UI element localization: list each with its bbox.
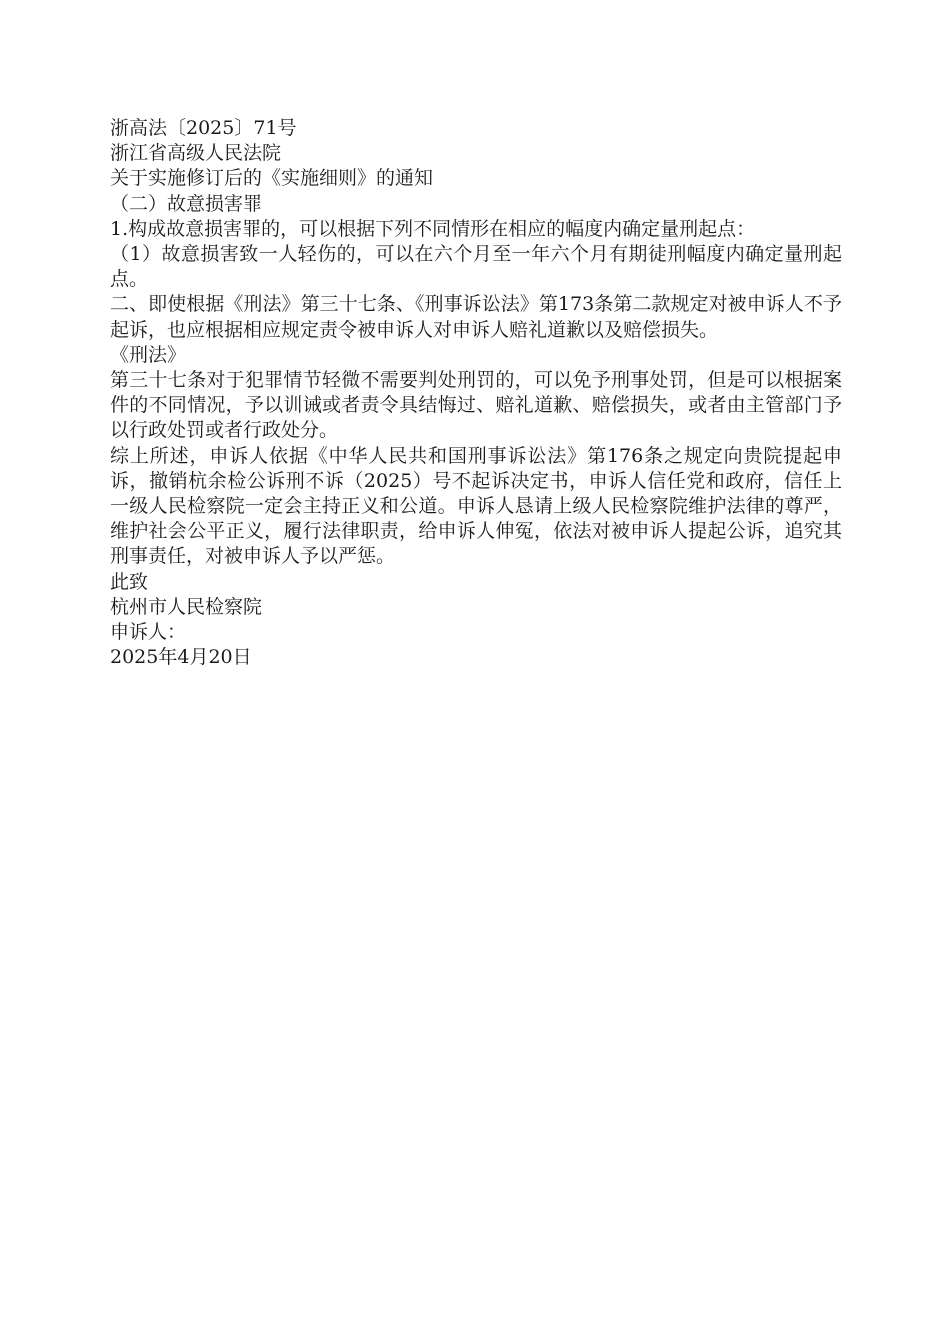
document-body bbox=[110, 116, 842, 670]
recipient: 杭州市人民检察院 bbox=[110, 595, 263, 618]
section-heading: （二）故意损害罪 bbox=[110, 192, 263, 215]
date: 2025年4月20日 bbox=[110, 646, 252, 669]
signature-label: 申诉人： bbox=[110, 621, 187, 644]
clause-1-1: （1）故意损害致一人轻伤的，可以在六个月至一年六个月有期徒刑幅度内确定量刑起点。 bbox=[110, 243, 842, 291]
article-37: 第三十七条对于犯罪情节轻微不需要判处刑罚的，可以免予刑事处罚，但是可以根据案件的不同情况，予以训诫或者责令具结悔过、赔礼道歉、赔偿损失，或者由主管部门予以行政处罚或者行政处分。 bbox=[110, 369, 842, 442]
clause-1: 1.构成故意损害罪的，可以根据下列不同情形在相应的幅度内确定量刑起点： bbox=[110, 217, 756, 240]
conclusion-paragraph: 综上所述，申诉人依据《中华人民共和国刑事诉讼法》第176条之规定向贵院提起申诉，撤销杭余检公诉刑不诉（2025）号不起诉决定书，申诉人信任党和政府，信任上一级人民检察院一定会主持正义和公道。申诉人恳请上级人民检察院维护法律的尊严，维护社会公平正义，履行法律职责，给申诉人伸冤，依法对被申诉人提起公诉，追究其刑事责任，对被申诉人予以严惩。 bbox=[110, 444, 842, 568]
notice-title: 关于实施修订后的《实施细则》的通知 bbox=[110, 167, 434, 190]
law-name: 《刑法》 bbox=[110, 343, 187, 366]
doc-number: 浙高法〔2025〕71号 bbox=[110, 117, 297, 139]
point-2: 二、即使根据《刑法》第三十七条、《刑事诉讼法》第173条第二款规定对被申诉人不予起诉，也应根据相应规定责令被申诉人对申诉人赔礼道歉以及赔偿损失。 bbox=[110, 293, 842, 341]
issuer: 浙江省高级人民法院 bbox=[110, 142, 282, 165]
salutation: 此致 bbox=[110, 570, 149, 593]
